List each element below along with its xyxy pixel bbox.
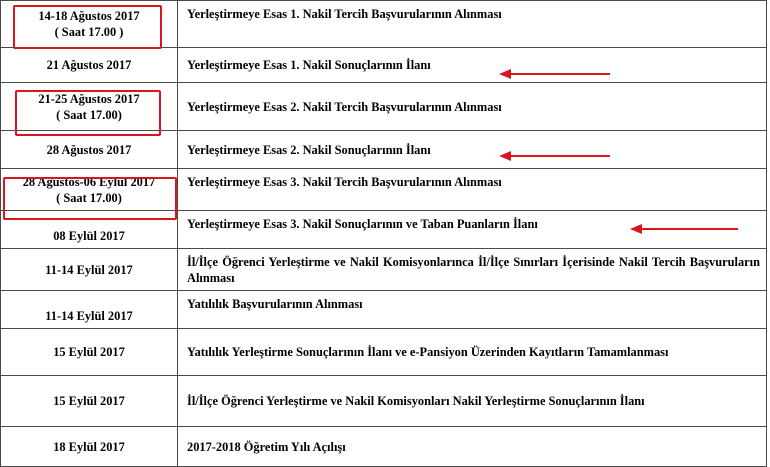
date-line: ( Saat 17.00) <box>56 190 122 205</box>
date-line: 28 Ağustos-06 Eylül 2017 <box>22 174 156 189</box>
date-line: 11-14 Eylül 2017 <box>45 262 133 277</box>
date-cell <box>1 329 178 376</box>
table-row <box>1 83 767 131</box>
date-cell <box>1 291 178 329</box>
date-line: 11-14 Eylül 2017 <box>45 309 133 323</box>
table-row <box>1 48 767 83</box>
event-cell: Yerleştirmeye Esas 3. Nakil Sonuçlarının ve Taban Puanların İlanı <box>178 211 767 249</box>
event-cell: Yerleştirmeye Esas 2. Nakil Tercih Başvurularının Alınması <box>178 83 767 131</box>
date-cell <box>1 427 178 467</box>
date-line: 28 Ağustos 2017 <box>46 142 132 157</box>
date-line: 21-25 Ağustos 2017 <box>38 91 140 106</box>
date-line: 21 Ağustos 2017 <box>46 58 132 72</box>
date-cell <box>1 169 178 211</box>
date-line: 18 Eylül 2017 <box>53 439 125 454</box>
date-cell <box>1 131 178 169</box>
date-line: ( Saat 17.00) <box>56 107 122 122</box>
event-cell: İl/İlçe Öğrenci Yerleştirme ve Nakil Komisyonları Nakil Yerleştirme Sonuçlarının İlanı <box>178 376 767 427</box>
date-line: 15 Eylül 2017 <box>53 394 125 408</box>
date-cell <box>1 48 178 83</box>
date-cell <box>1 211 178 249</box>
table-row <box>1 131 767 169</box>
table-row <box>1 329 767 376</box>
table-row <box>1 169 767 211</box>
table-row <box>1 249 767 291</box>
event-cell: 2017-2018 Öğretim Yılı Açılışı <box>178 427 767 467</box>
date-cell <box>1 1 178 48</box>
event-cell: Yerleştirmeye Esas 3. Nakil Tercih Başvurularının Alınması <box>178 169 767 211</box>
event-cell: Yerleştirmeye Esas 1. Nakil Sonuçlarının İlanı <box>178 48 767 83</box>
event-cell: Yerleştirmeye Esas 2. Nakil Sonuçlarının İlanı <box>178 131 767 169</box>
date-cell <box>1 83 178 131</box>
date-cell <box>1 376 178 427</box>
event-cell: Yatılılık Başvurularının Alınması <box>178 291 767 329</box>
event-cell: Yatılılık Yerleştirme Sonuçlarının İlanı ve e-Pansiyon Üzerinden Kayıtların Tamamlanması <box>178 329 767 376</box>
date-line: 15 Eylül 2017 <box>53 345 125 359</box>
table-row <box>1 291 767 329</box>
date-line: 14-18 Ağustos 2017 <box>38 9 140 23</box>
event-cell: Yerleştirmeye Esas 1. Nakil Tercih Başvurularının Alınması <box>178 1 767 48</box>
date-cell <box>1 249 178 291</box>
table-row <box>1 211 767 249</box>
table-row <box>1 427 767 467</box>
table-row <box>1 1 767 48</box>
table-row <box>1 376 767 427</box>
date-line: ( Saat 17.00 ) <box>54 25 124 39</box>
event-cell: İl/İlçe Öğrenci Yerleştirme ve Nakil Komisyonlarınca İl/İlçe Sınırları İçerisinde Nakil Tercih Başvuruların Alınması <box>178 249 767 291</box>
date-line: 08 Eylül 2017 <box>53 229 125 243</box>
